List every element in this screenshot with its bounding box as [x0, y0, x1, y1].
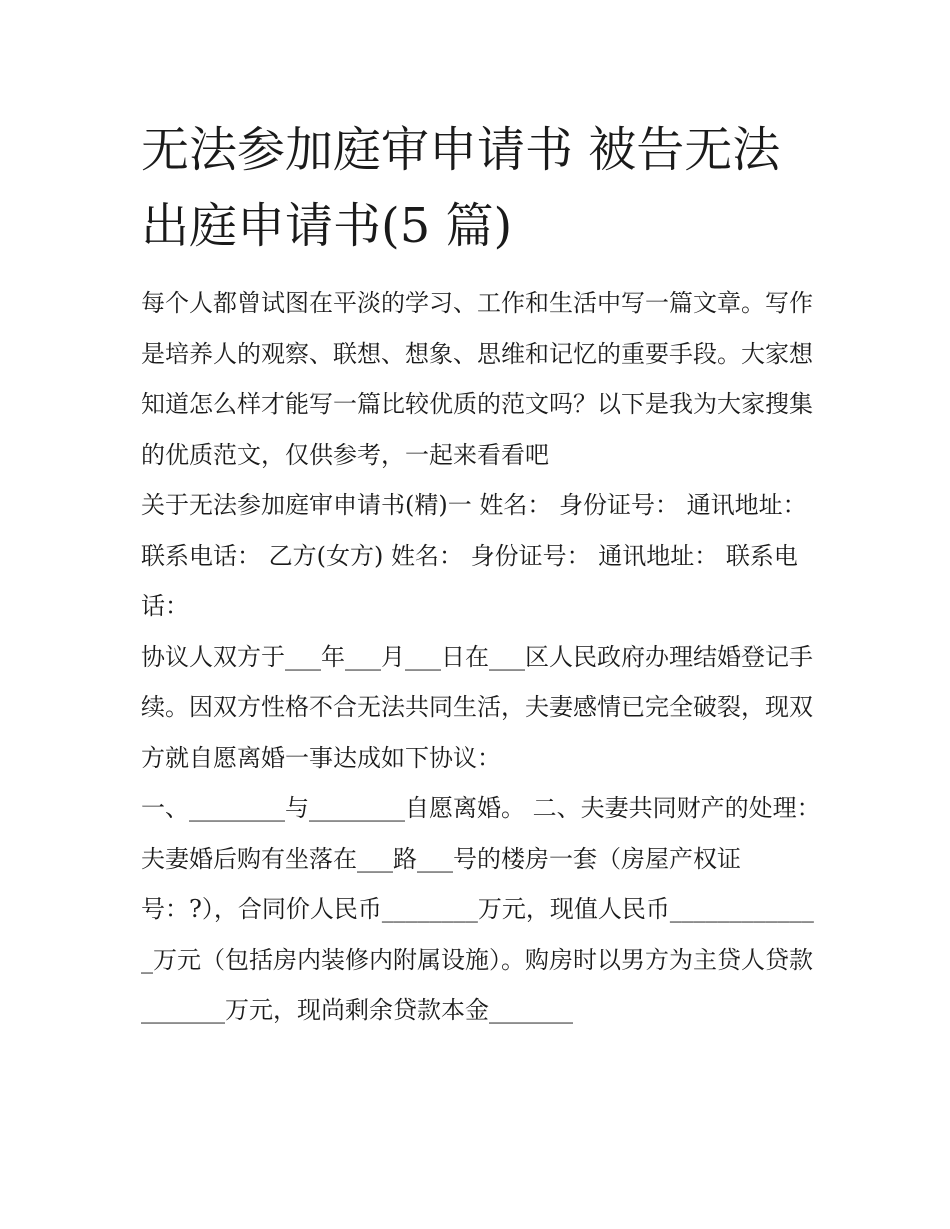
paragraph-clause-1: 一、________与________自愿离婚。 二、夫妻共同财产的处理：: [141, 794, 821, 822]
paragraph-intro: 每个人都曾试图在平淡的学习、工作和生活中写一篇文章。写作是培养人的观察、联想、想象、思维和记忆的重要手段。大家想知道怎么样才能写一篇比较优质的范文吗？以下是我为大家搜集的优质范文，仅供参考，一起来看看吧: [141, 289, 813, 469]
document-title: [141, 112, 821, 264]
title-line-2: 出庭申请书(5 篇): [141, 198, 513, 254]
paragraph-property: 夫妻婚后购有坐落在___路___号的楼房一套（房屋产权证号：?），合同价人民币________万元，现值人民币_____________万元（包括房内装修内附属设施）。购房时以男方为主贷人贷款_______万元，现尚剩余贷款本金_______: [141, 844, 814, 1024]
paragraph-agreement: 协议人双方于___年___月___日在___区人民政府办理结婚登记手续。因双方性格不合无法共同生活，夫妻感情已完全破裂，现双方就自愿离婚一事达成如下协议：: [141, 642, 813, 772]
title-line-1: 无法参加庭审申请书 被告无法: [141, 122, 781, 178]
paragraph-parties: 关于无法参加庭审申请书(精)一 姓名： 身份证号： 通讯地址： 联系电话： 乙方(女方) 姓名： 身份证号： 通讯地址： 联系电话：: [141, 491, 807, 620]
document-body: [141, 278, 821, 1036]
